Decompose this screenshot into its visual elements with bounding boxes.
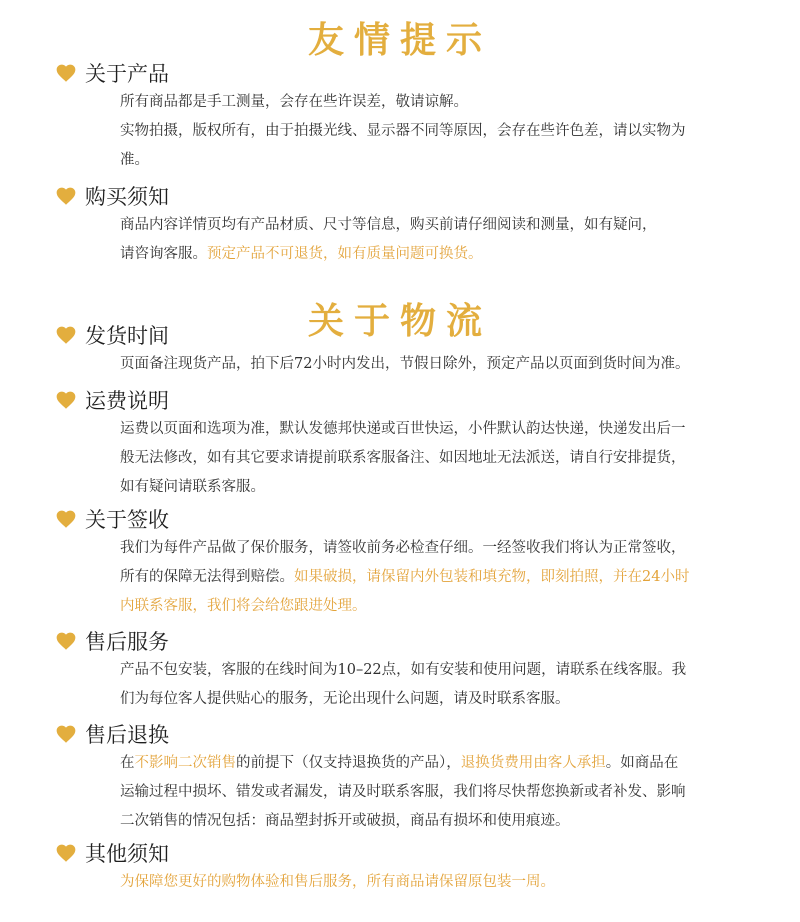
section bbox=[55, 58, 770, 175]
body-line bbox=[120, 240, 770, 269]
body-text: 如有疑问请联系客服。 bbox=[120, 479, 265, 495]
section-body bbox=[120, 534, 770, 621]
body-line bbox=[120, 749, 770, 778]
section bbox=[55, 838, 770, 897]
section-heading bbox=[55, 838, 770, 868]
section-heading bbox=[55, 626, 770, 656]
body-text: 实物拍摄，版权所有，由于拍摄光线、显示器不同等原因，会存在些许色差，请以实物为 bbox=[120, 123, 686, 139]
body-line bbox=[120, 534, 770, 563]
section-body bbox=[120, 868, 770, 897]
section-heading-text: 关于产品 bbox=[85, 62, 169, 86]
section bbox=[55, 385, 770, 502]
heart-icon bbox=[55, 324, 77, 346]
body-line bbox=[120, 778, 770, 807]
highlight-text: 内联系客服，我们将会给您跟进处理。 bbox=[120, 598, 367, 614]
section-body bbox=[120, 656, 770, 714]
body-text: 页面备注现货产品，拍下后72小时内发出，节假日除外，预定产品以页面到货时间为准。 bbox=[120, 356, 690, 372]
body-line bbox=[120, 211, 770, 240]
body-text: 所有商品都是手工测量，会存在些许误差，敬请谅解。 bbox=[120, 94, 468, 110]
section-heading bbox=[55, 181, 770, 211]
body-line bbox=[120, 146, 770, 175]
section bbox=[55, 626, 770, 714]
body-text: 在 bbox=[120, 755, 135, 771]
body-text: 运费以页面和选项为准，默认发德邦快递或百世快运，小件默认韵达快递，快递发出后一 bbox=[120, 421, 686, 437]
section-body bbox=[120, 88, 770, 175]
section-heading bbox=[55, 719, 770, 749]
body-text: 所有的保障无法得到赔偿。 bbox=[120, 569, 294, 585]
highlight-text: 预定产品不可退货，如有质量问题可换货。 bbox=[207, 246, 483, 262]
body-text: 二次销售的情况包括：商品塑封拆开或破损，商品有损坏和使用痕迹。 bbox=[120, 813, 570, 829]
heart-icon bbox=[55, 62, 77, 84]
section-heading bbox=[55, 320, 770, 350]
body-line bbox=[120, 868, 770, 897]
section bbox=[55, 181, 770, 269]
section bbox=[55, 719, 770, 836]
section-heading-text: 售后退换 bbox=[85, 723, 169, 747]
section-body bbox=[120, 749, 770, 836]
section-heading-text: 其他须知 bbox=[85, 842, 169, 866]
body-text: 。如商品在 bbox=[605, 755, 679, 771]
highlight-text: 为保障您更好的购物体验和售后服务，所有商品请保留原包装一周。 bbox=[120, 874, 555, 890]
section-body bbox=[120, 211, 770, 269]
body-text: 请咨询客服。 bbox=[120, 246, 207, 262]
body-line bbox=[120, 350, 770, 379]
section-heading bbox=[55, 504, 770, 534]
body-line bbox=[120, 807, 770, 836]
body-line bbox=[120, 656, 770, 685]
heart-icon bbox=[55, 508, 77, 530]
heart-icon bbox=[55, 630, 77, 652]
body-line bbox=[120, 592, 770, 621]
highlight-text: 不影响二次销售 bbox=[134, 755, 236, 771]
title-logistics: 关于物流 bbox=[307, 300, 492, 342]
section-heading-text: 运费说明 bbox=[85, 389, 169, 413]
highlight-text: 退换货费用由客人承担 bbox=[460, 755, 606, 771]
body-line bbox=[120, 563, 770, 592]
section-heading bbox=[55, 385, 770, 415]
heart-icon bbox=[55, 723, 77, 745]
section bbox=[55, 320, 770, 379]
body-line bbox=[120, 88, 770, 117]
section-heading-text: 关于签收 bbox=[85, 508, 169, 532]
title-notice: 友情提示 bbox=[307, 19, 492, 61]
body-text: 我们为每件产品做了保价服务，请签收前务必检查仔细。一经签收我们将认为正常签收， bbox=[120, 540, 686, 556]
section-body bbox=[120, 415, 770, 502]
body-text: 产品不包安装，客服的在线时间为10–22点，如有安装和使用问题，请联系在线客服。我 bbox=[120, 662, 687, 678]
heart-icon bbox=[55, 389, 77, 411]
section-body bbox=[120, 350, 770, 379]
section-heading-text: 购买须知 bbox=[85, 185, 169, 209]
body-text: 商品内容详情页均有产品材质、尺寸等信息，购买前请仔细阅读和测量，如有疑问， bbox=[120, 217, 657, 233]
highlight-text: 如果破损，请保留内外包装和填充物，即刻拍照，并在24小时 bbox=[294, 569, 690, 585]
body-text: 准。 bbox=[120, 152, 149, 168]
body-line bbox=[120, 444, 770, 473]
body-line bbox=[120, 117, 770, 146]
section-heading-text: 售后服务 bbox=[85, 630, 169, 654]
heart-icon bbox=[55, 842, 77, 864]
body-line bbox=[120, 685, 770, 714]
body-text: 般无法修改，如有其它要求请提前联系客服备注、如因地址无法派送，请自行安排提货， bbox=[120, 450, 686, 466]
section-heading bbox=[55, 58, 770, 88]
body-text: 的前提下（仅支持退换货的产品）， bbox=[236, 755, 461, 771]
section bbox=[55, 504, 770, 621]
section-heading-text: 发货时间 bbox=[85, 324, 169, 348]
body-text: 们为每位客人提供贴心的服务，无论出现什么问题，请及时联系客服。 bbox=[120, 691, 570, 707]
body-line bbox=[120, 415, 770, 444]
heart-icon bbox=[55, 185, 77, 207]
body-line bbox=[120, 473, 770, 502]
body-text: 运输过程中损坏、错发或者漏发，请及时联系客服，我们将尽快帮您换新或者补发、影响 bbox=[120, 784, 686, 800]
